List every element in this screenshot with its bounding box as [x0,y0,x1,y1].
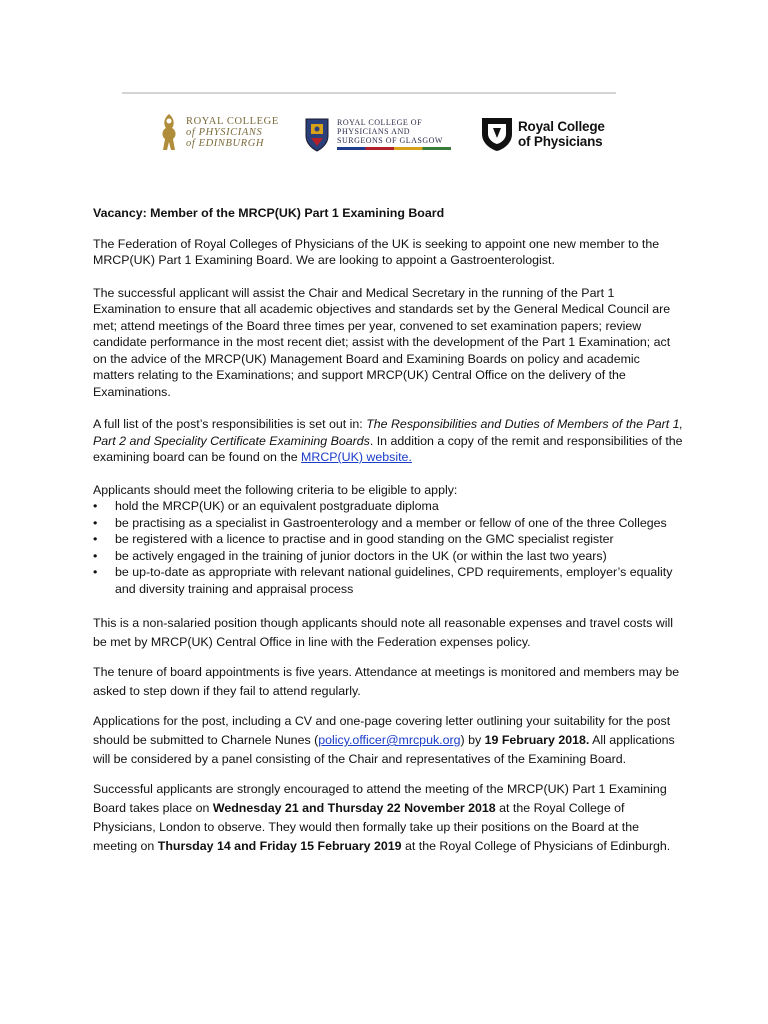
tenure-paragraph: The tenure of board appointments is five years. Attendance at meetings is monitored and members may be asked to step down if they fail to attend regularly. [93,665,680,698]
rcpsg-color-bar [337,147,451,150]
intro-paragraph: The Federation of Royal Colleges of Physicians of the UK is seeking to appoint one new member to the MRCP(UK) Part 1 Examining Board. We are looking to appoint a Gastroenterologist. [93,236,660,267]
list-item: • be actively engaged in the training of junior doctors in the UK (or within the last two years) [93,548,607,563]
policy-officer-email-link[interactable]: policy.officer@mrcpuk.org [318,733,461,747]
responsibilities-paragraph: A full list of the post’s responsibilities is set out in: The Responsibilities and Duties of Members of the Part 1, Part 2 and Speciality Certificate Examining Boards. In addition a copy of the remit and responsibilities of the examining board can be found on the MRCP(UK) website. [93,417,683,464]
logo-rcp-london [480,116,605,152]
list-item: • be up-to-date as appropriate with relevant national guidelines, CPD requirements, employer’s equality and diversity training and appraisal process [93,565,673,596]
list-item: • be registered with a licence to practise and in good standing on the GMC specialist register [93,532,614,546]
criteria-list [93,498,683,597]
applications-paragraph: Applications for the post, including a CV and one-page covering letter outlining your suitability for the post should be submitted to Charnele Nunes (policy.officer@mrcpuk.org) by 19 February 2018. All applications will be considered by a panel consisting of the Chair and representatives of the Examining Board. [93,714,675,766]
logo-rcp-edinburgh [158,112,279,152]
document-body [93,205,683,867]
bullet-icon: • [93,565,98,579]
rcpe-wordmark: ROYAL COLLEGE of PHYSICIANS of EDINBURGH [186,115,279,149]
rcpsg-crest-icon [303,116,331,152]
criteria-intro: Applicants should meet the following criteria to be eligible to apply: [93,482,458,497]
header-divider [122,92,616,94]
bullet-icon: • [93,548,98,563]
mrcp-website-link[interactable]: MRCP(UK) website. [301,450,412,464]
bullet-icon: • [93,515,98,530]
logo-rcps-glasgow [303,116,451,152]
bullet-icon: • [93,532,98,546]
duties-paragraph: The successful applicant will assist the Chair and Medical Secretary in the running of the Part 1 Examination to ensure that all academic objectives and standards set by the General Medical Council are met; attend meetings of the Board three times per year, convened to set examination papers; review candidate performance in the most recent diet; assist with the development of the Part 1 Examination; act on the advice of the MRCP(UK) Management Board and Examining Boards on policy and academic matters relating to the Examinations; and support MRCP(UK) Central Office on the delivery of the Examinations. [93,285,671,399]
bullet-icon: • [93,499,98,513]
start-meeting-dates: Thursday 14 and Friday 15 February 2019 [157,839,402,853]
meeting-paragraph: Successful applicants are strongly encouraged to attend the meeting of the MRCP(UK) Part 1 Examining Board takes place on Wednesday 21 and Thursday 22 November 2018 at the Royal College of Physicians, London to observe. They would then formally take up their positions on the Board at the meeting on Thursday 14 and Friday 15 February 2019 at the Royal College of Physicians of Edinburgh. [93,782,671,853]
salary-paragraph: This is a non-salaried position though applicants should note all reasonable expenses and travel costs will be met by MRCP(UK) Central Office in line with the Federation expenses policy. [93,616,673,649]
page-title: Vacancy: Member of the MRCP(UK) Part 1 Examining Board [93,206,445,220]
list-item: • be practising as a specialist in Gastroenterology and a member or fellow of one of the three Colleges [93,515,667,530]
rcpe-crest-icon [158,112,180,152]
responsibilities-document-title: The Responsibilities and Duties of Members of the Part 1, Part 2 and Speciality Certificate Examining Boards [93,417,683,448]
application-deadline: 19 February 2018. [484,733,590,747]
rcpsg-wordmark: ROYAL COLLEGE OF PHYSICIANS AND SURGEONS OF GLASGOW [337,118,443,145]
list-item: • hold the MRCP(UK) or an equivalent postgraduate diploma [93,499,439,513]
observe-meeting-dates: Wednesday 21 and Thursday 22 November 2018 [212,801,496,815]
rcp-wordmark: Royal College of Physicians [518,119,605,149]
rcp-shield-icon [480,116,514,152]
